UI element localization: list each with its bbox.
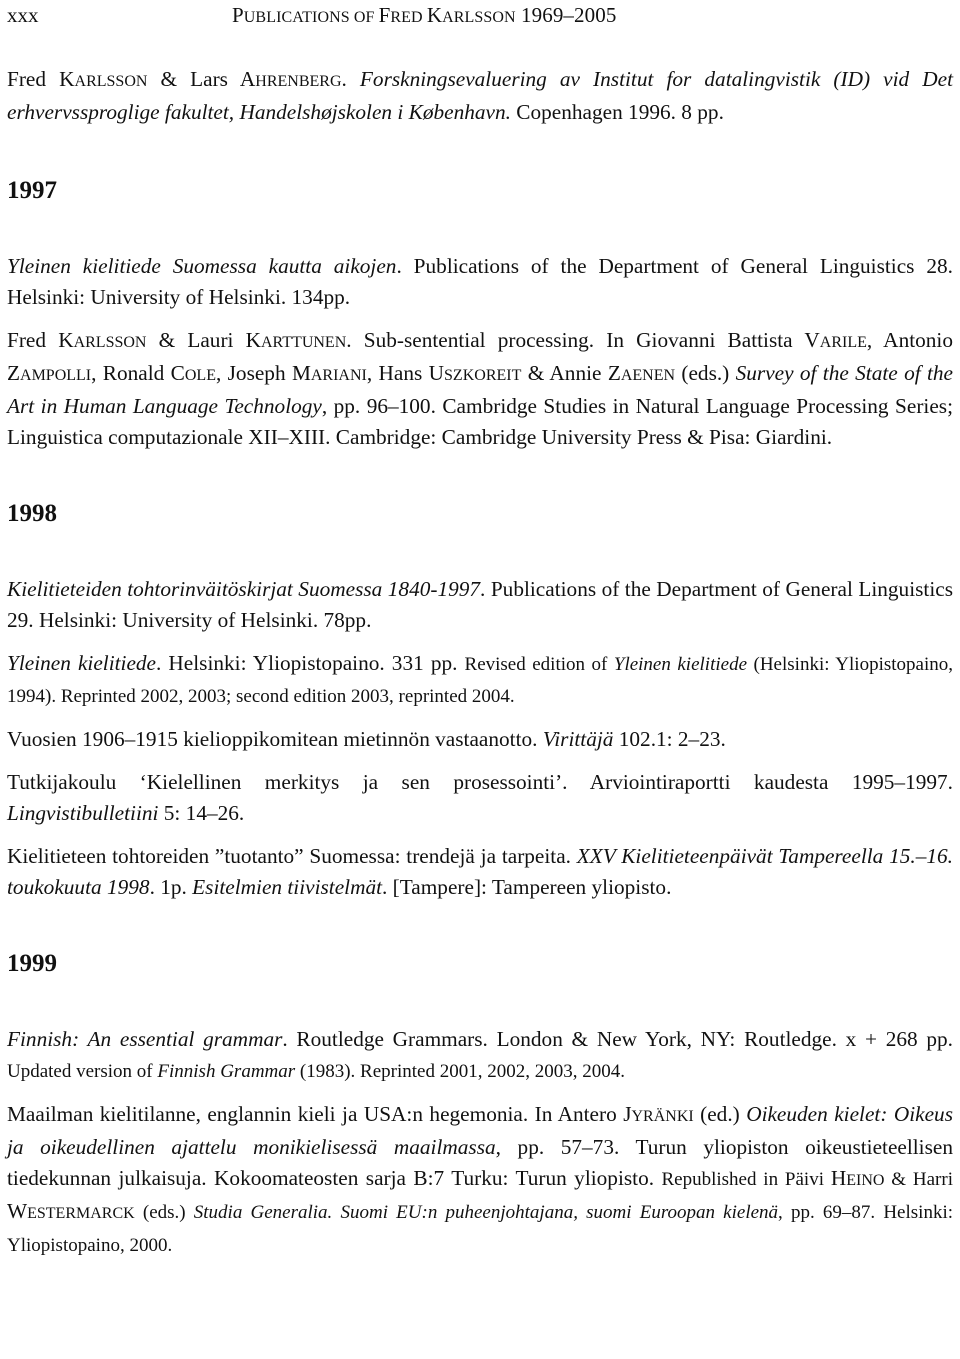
bib-entry-vuosien-kielioppikomitea: Vuosien 1906–1915 kielioppikomitean mietinnön vastaanotto. Virittäjä 102.1: 2–23.	[7, 727, 726, 751]
bib-entry-karlsson-karttunen: Fred KARLSSON & Lauri KARTTUNEN. Sub-sentential processing. In Giovanni Battista VARILE, Antonio ZAMPOLLI, Ronald COLE, Joseph MARIANI, Hans USZKOREIT & Annie ZAENEN (eds.) Survey of the State of the Art in Human Language Technology, pp. 96–100. Cambridge Studies in Natural Language Processing Series; Linguistica computazionale XII–XIII. Cambridge: Cambridge University Press & Pisa: Giardini.	[7, 328, 953, 449]
document-page	[7, 0, 953, 1261]
running-title: PUBLICATIONS OF FRED KARLSSON 1969–2005	[232, 3, 617, 27]
running-head	[7, 0, 953, 40]
year-heading-1998: 1998	[7, 500, 57, 527]
bib-entry-maailman-kielitilanne: Maailman kielitilanne, englannin kieli ja USA:n hegemonia. In Antero JYRÄNKI (ed.) Oikeuden kielet: Oikeus ja oikeudellinen ajattelu monikielisessä maailmassa, pp. 57–73. Turun yliopiston oikeustieteellisen tiedekunnan julkaisuja. Kokoomateosten sarja B:7 Turku: Turun yliopisto. Republished in Päivi HEINO & Harri WESTERMARCK (eds.) Studia Generalia. Suomi EU:n puheenjohtajana, suomi Euroopan kielenä, pp. 69–87. Helsinki: Yliopistopaino, 2000.	[7, 1102, 953, 1256]
bib-entry-yleinen-kielitiede-suomessa: Yleinen kielitiede Suomessa kautta aikojen. Publications of the Department of General Linguistics 28. Helsinki: University of Helsinki. 134pp.	[7, 254, 953, 309]
bib-entry-tutkijakoulu: Tutkijakoulu ‘Kielellinen merkitys ja sen prosessointi’. Arviointiraportti kaudesta 1995–1997. Lingvistibulletiini 5: 14–26.	[7, 770, 953, 825]
year-heading-1999: 1999	[7, 950, 57, 977]
page-number: xxx	[7, 3, 39, 27]
bib-entry-finnish-essential-grammar: Finnish: An essential grammar. Routledge Grammars. London & New York, NY: Routledge. x + 268 pp. Updated version of Finnish Grammar (1983). Reprinted 2001, 2002, 2003, 2004.	[7, 1027, 953, 1082]
year-heading-1997: 1997	[7, 177, 57, 204]
bib-entry-tohtorinvaitoskirjat: Kielitieteiden tohtorinväitöskirjat Suomessa 1840-1997. Publications of the Department of General Linguistics 29. Helsinki: University of Helsinki. 78pp.	[7, 577, 953, 632]
bib-entry-yleinen-kielitiede: Yleinen kielitiede. Helsinki: Yliopistopaino. 331 pp. Revised edition of Yleinen kielitiede (Helsinki: Yliopistopaino, 1994). Reprinted 2002, 2003; second edition 2003, reprinted 2004.	[7, 651, 953, 707]
bib-entry-kielitieteen-tohtoreiden: Kielitieteen tohtoreiden ”tuotanto” Suomessa: trendejä ja tarpeita. XXV Kielitieteenpäivät Tampereella 15.–16. toukokuuta 1998. 1p. Esitelmien tiivistelmät. [Tampere]: Tampereen yliopisto.	[7, 844, 953, 899]
bib-entry-karlsson-ahrenberg: Fred KARLSSON & Lars AHRENBERG. Forskningsevaluering av Institut for datalingvistik (ID) vid Det erhvervssproglige fakultet, Handelshøjskolen i København. Copenhagen 1996. 8 pp.	[7, 67, 953, 124]
